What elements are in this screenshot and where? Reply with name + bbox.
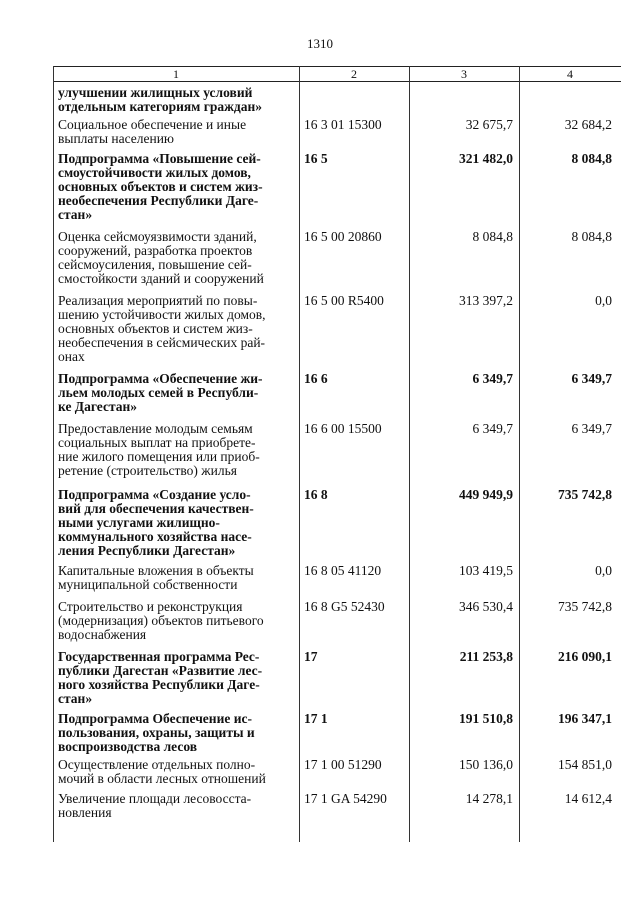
- row-code: 17 1: [304, 711, 328, 726]
- row-title: Капитальные вложения в объекты муниципальной собственности: [58, 563, 254, 592]
- row-code: 16 8 G5 52430: [304, 599, 385, 614]
- column-header-3: 3: [461, 67, 467, 81]
- row-value-col4: 196 347,1: [558, 711, 612, 726]
- row-title: Подпрограмма «Создание усло- вий для обеспечения качествен- ными услугами жилищно- коммунального хозяйства насе- ления Республики Дагестан»: [58, 487, 254, 558]
- row-code: 16 5 00 R5400: [304, 293, 384, 308]
- table-row: [53, 422, 621, 478]
- row-value-col4: 0,0: [595, 293, 612, 308]
- row-value-col4: 8 084,8: [571, 151, 612, 166]
- row-title: Государственная программа Рес- публики Дагестан «Развитие лес- ного хозяйства Республики Даге- стан»: [58, 649, 263, 706]
- table-row: [53, 650, 621, 706]
- table-row: [53, 372, 621, 414]
- row-code: 16 8 05 41120: [304, 563, 382, 578]
- row-value-col3: 103 419,5: [459, 563, 513, 578]
- column-divider: [299, 66, 300, 842]
- row-value-col4: 32 684,2: [564, 117, 612, 132]
- row-value-col3: 6 349,7: [472, 371, 513, 386]
- table-row: [53, 758, 621, 786]
- row-title: улучшении жилищных условий отдельным категориям граждан»: [58, 85, 263, 114]
- budget-table: [53, 66, 621, 820]
- row-value-col4: 8 084,8: [571, 229, 612, 244]
- row-value-col4: 6 349,7: [571, 371, 612, 386]
- row-title: Социальное обеспечение и иные выплаты населению: [58, 117, 247, 146]
- row-value-col3: 150 136,0: [459, 757, 513, 772]
- row-value-col3: 346 530,4: [459, 599, 513, 614]
- row-code: 16 3 01 15300: [304, 117, 382, 132]
- table-row: [53, 230, 621, 286]
- row-code: [299, 86, 409, 114]
- column-header-1: 1: [173, 67, 179, 81]
- row-value-col3: 14 278,1: [465, 791, 513, 806]
- row-value-col4: 6 349,7: [571, 421, 612, 436]
- table-row: [53, 152, 621, 222]
- row-title: Предоставление молодым семьям социальных выплат на приобрете- ние жилого помещения или приоб- ретение (строительство) жилья: [58, 421, 260, 478]
- row-title: Реализация мероприятий по повы- шению устойчивости жилых домов, основных объектов и систем жиз- необеспечения в сейсмических рай- онах: [58, 293, 266, 364]
- row-value-col3: 449 949,9: [459, 487, 513, 502]
- column-divider: [409, 66, 410, 842]
- row-title: Увеличение площади лесовосста- новления: [58, 791, 252, 820]
- row-code: 16 5: [304, 151, 328, 166]
- row-value-col4: 735 742,8: [558, 599, 612, 614]
- row-value-col3: 191 510,8: [459, 711, 513, 726]
- row-value-col3: 321 482,0: [459, 151, 513, 166]
- row-title: Подпрограмма Обеспечение ис- пользования, охраны, защиты и воспроизводства лесов: [58, 711, 255, 754]
- page-number: 1310: [307, 36, 333, 51]
- row-code: 16 8: [304, 487, 328, 502]
- column-header-4: 4: [567, 67, 573, 81]
- row-code: 16 6: [304, 371, 328, 386]
- row-value-col4: 216 090,1: [558, 649, 612, 664]
- table-row: [53, 118, 621, 146]
- row-title: Оценка сейсмоуязвимости зданий, сооружений, разработка проектов сейсмоусиления, повышение сей- смостойкости зданий и сооружений: [58, 229, 264, 286]
- table-border-left: [53, 66, 54, 842]
- row-value-col4: 14 612,4: [564, 791, 612, 806]
- row-value-col3: 211 253,8: [459, 649, 513, 664]
- row-title: Осуществление отдельных полно- мочий в области лесных отношений: [58, 757, 266, 786]
- table-row: [53, 712, 621, 754]
- row-code: 16 5 00 20860: [304, 229, 382, 244]
- row-value-col3: 313 397,2: [459, 293, 513, 308]
- row-value-col3: [409, 86, 519, 114]
- row-value-col3: 8 084,8: [472, 229, 513, 244]
- row-title: Подпрограмма «Обеспечение жи- льем молодых семей в Республи- ке Дагестан»: [58, 371, 263, 414]
- table-row: [53, 488, 621, 558]
- row-title: Строительство и реконструкция (модернизация) объектов питьевого водоснабжения: [58, 599, 264, 642]
- row-code: 16 6 00 15500: [304, 421, 382, 436]
- row-code: 17 1 GA 54290: [304, 791, 387, 806]
- column-divider: [519, 66, 520, 842]
- table-row: [53, 294, 621, 364]
- table-row: [53, 600, 621, 642]
- row-code: 17 1 00 51290: [304, 757, 382, 772]
- column-header-2: 2: [351, 67, 357, 81]
- row-value-col3: 6 349,7: [472, 421, 513, 436]
- table-header: [53, 66, 621, 82]
- row-title: Подпрограмма «Повышение сей- смоустойчивости жилых домов, основных объектов и систем жиз- необеспечения Республики Даге- стан»: [58, 151, 263, 222]
- table-row: [53, 792, 621, 820]
- row-value-col4: [519, 86, 621, 114]
- table-row: [53, 564, 621, 592]
- row-value-col4: 0,0: [595, 563, 612, 578]
- row-value-col4: 735 742,8: [558, 487, 612, 502]
- row-code: 17: [304, 649, 318, 664]
- row-value-col3: 32 675,7: [465, 117, 513, 132]
- row-value-col4: 154 851,0: [558, 757, 612, 772]
- table-row: [53, 86, 621, 114]
